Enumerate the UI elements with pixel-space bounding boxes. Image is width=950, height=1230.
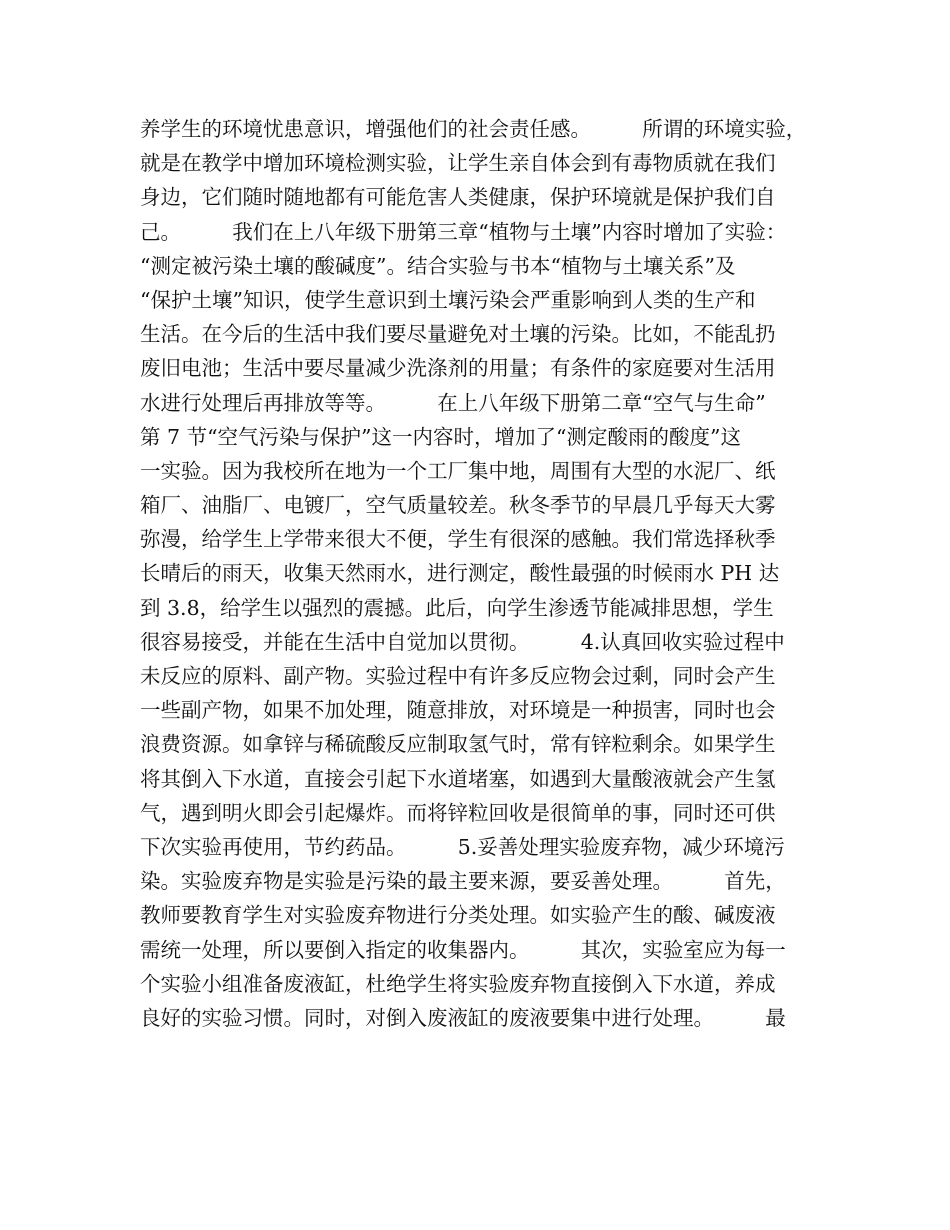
text-line: 下次实验再使用，节约药品。 5.妥善处理实验废弃物，减少环境污 xyxy=(140,834,785,859)
text-line: 到 3.8，给学生以强烈的震撼。此后，向学生渗透节能减排思想，学生 xyxy=(140,595,774,620)
text-line: 一些副产物，如果不加处理，随意排放，对环境是一种损害，同时也会 xyxy=(140,698,776,723)
text-line: 将其倒入下水道，直接会引起下水道堵塞，如遇到大量酸液就会产生氢 xyxy=(140,766,776,791)
text-line: 长晴后的雨天，收集天然雨水，进行测定，酸性最强的时候雨水 PH 达 xyxy=(140,561,780,586)
text-line: 气，遇到明火即会引起爆炸。而将锌粒回收是很简单的事，同时还可供 xyxy=(140,800,776,825)
text-line: 就是在教学中增加环境检测实验，让学生亲自体会到有毒物质就在我们 xyxy=(140,151,776,176)
text-line: 己。 我们在上八年级下册第三章“植物与土壤”内容时增加了实验： xyxy=(140,219,787,244)
text-line: 良好的实验习惯。同时，对倒入废液缸的废液要集中进行处理。 最 xyxy=(140,1005,786,1030)
text-line: 生活。在今后的生活中我们要尽量避免对土壤的污染。比如，不能乱扔 xyxy=(140,322,776,347)
text-line: 很容易接受，并能在生活中自觉加以贯彻。 4.认真回收实验过程中 xyxy=(140,629,785,654)
text-line: 第 7 节“空气污染与保护”这一内容时，增加了“测定酸雨的酸度”这 xyxy=(140,424,741,449)
text-line: 个实验小组准备废液缸，杜绝学生将实验废弃物直接倒入下水道，养成 xyxy=(140,971,776,996)
text-line: 箱厂、油脂厂、电镀厂，空气质量较差。秋冬季节的早晨几乎每天大雾 xyxy=(140,493,776,518)
text-line: 水进行处理后再排放等等。 在上八年级下册第二章“空气与生命” xyxy=(140,390,766,415)
text-line: 废旧电池；生活中要尽量减少洗涤剂的用量；有条件的家庭要对生活用 xyxy=(140,356,776,381)
text-line: 未反应的原料、副产物。实验过程中有许多反应物会过剩，同时会产生 xyxy=(140,664,776,688)
text-line: 弥漫，给学生上学带来很大不便，学生有很深的感触。我们常选择秋季 xyxy=(140,527,776,552)
text-line: “测定被污染土壤的酸碱度”。结合实验与书本“植物与土壤关系”及 xyxy=(140,253,736,278)
text-line: 浪费资源。如拿锌与稀硫酸反应制取氢气时，常有锌粒剩余。如果学生 xyxy=(140,732,776,757)
text-line: 身边，它们随时随地都有可能危害人类健康，保护环境就是保护我们自 xyxy=(140,185,776,210)
text-line: “保护土壤”知识，使学生意识到土壤污染会严重影响到人类的生产和 xyxy=(140,287,756,312)
text-line: 教师要教育学生对实验废弃物进行分类处理。如实验产生的酸、碱废液 xyxy=(140,903,776,928)
text-line: 养学生的环境忧患意识，增强他们的社会责任感。 所谓的环境实验， xyxy=(140,117,807,141)
body-text xyxy=(140,112,820,1035)
text-line: 需统一处理，所以要倒入指定的收集器内。 其次，实验室应为每一 xyxy=(140,937,786,962)
text-line: 一实验。因为我校所在地为一个工厂集中地，周围有大型的水泥厂、纸 xyxy=(140,458,776,483)
text-line: 染。实验废弃物是实验是污染的最主要来源，要妥善处理。 首先， xyxy=(140,869,786,894)
